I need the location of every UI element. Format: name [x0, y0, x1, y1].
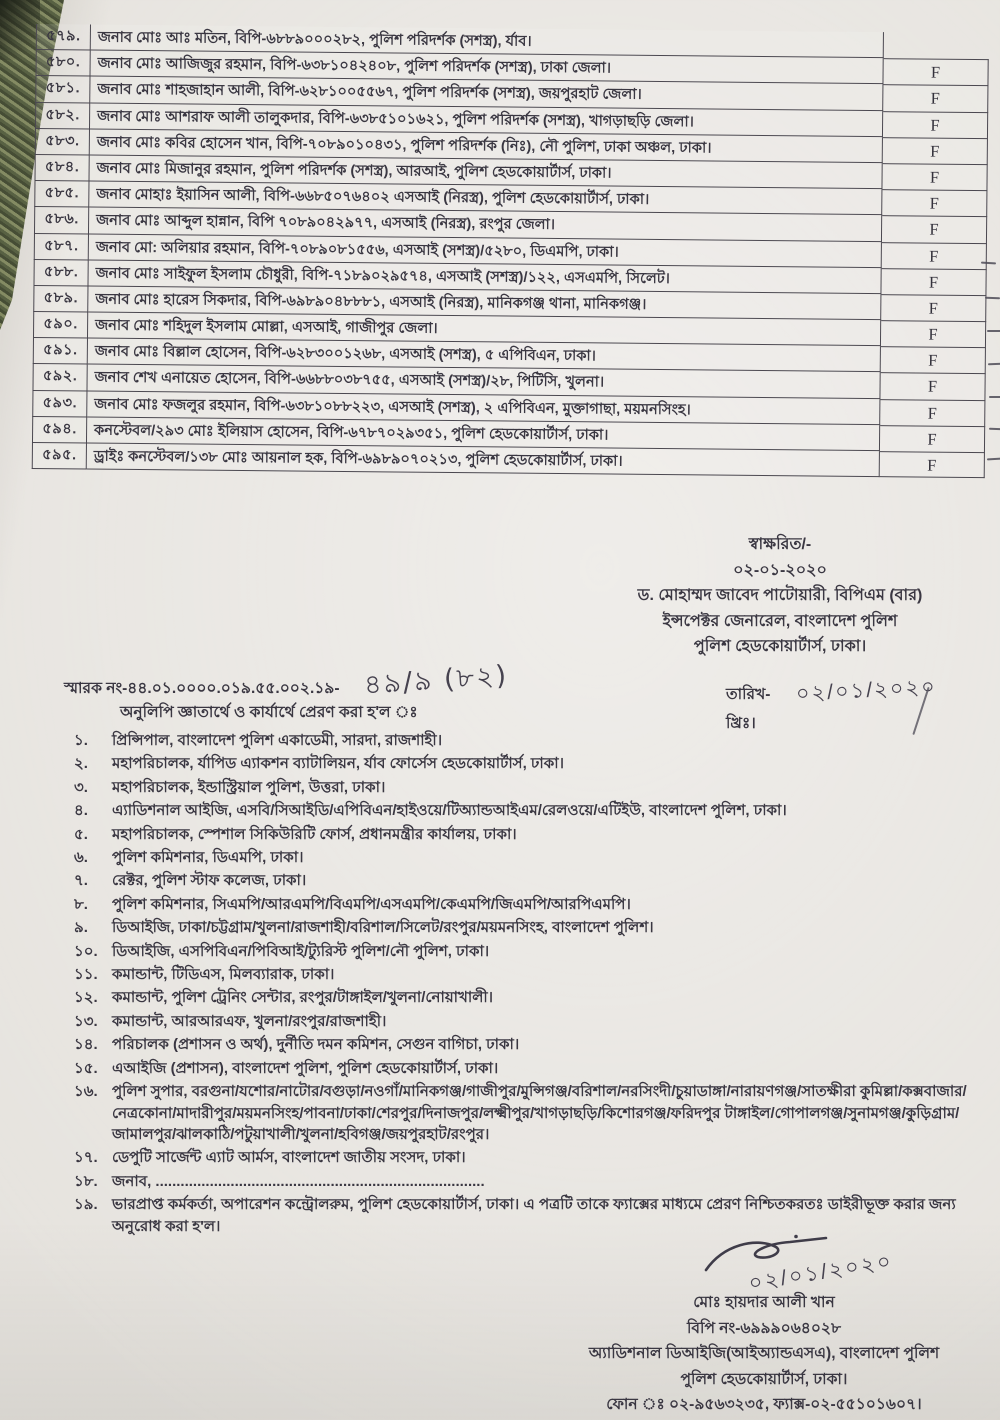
- list-item: [66, 800, 990, 821]
- list-item-number: ১৫.: [74, 1059, 98, 1077]
- list-item-number: ১৮.: [74, 1172, 98, 1190]
- signature-block: [548, 1236, 980, 1418]
- list-item: [66, 1081, 990, 1145]
- ig-office: পুলিশ হেডকোয়ার্টার্স, ঢাকা।: [693, 638, 867, 655]
- fax-mark-cell: F: [881, 268, 986, 295]
- memo-date-suffix: খ্রিঃ।: [726, 715, 756, 732]
- officer-description-cell: জনাব মোহাঃ ইয়াসিন আলী, বিপি-৬৬৮৫০৭৬৪০২ এসআই (নিরস্ত্র), পুলিশ হেডকোয়ার্টার্স, ঢাকা।: [89, 182, 882, 216]
- list-item-text: এআইজি (প্রশাসন), বাংলাদেশ পুলিশ, পুলিশ হেডকোয়ার্টার্স, ঢাকা।: [112, 1059, 499, 1077]
- list-item: [66, 824, 990, 845]
- serial-number-cell: ৫৮৭.: [34, 233, 89, 260]
- list-item-number: ১০.: [74, 942, 98, 960]
- list-item-text: পরিচালক (প্রশাসন ও অর্থ), দুর্নীতি দমন কমিশন, সেগুন বাগিচা, ঢাকা।: [112, 1036, 520, 1054]
- memo-number-label: স্মারক নং-৪৪.০১.০০০০.০১৯.৫৫.০০২.১৯-: [64, 680, 340, 697]
- list-item: [66, 777, 990, 798]
- signatory-office: পুলিশ হেডকোয়ার্টার্স, ঢাকা।: [680, 1370, 848, 1388]
- officer-description-cell: জনাব শেখ এনায়েত হোসেন, বিপি-৬৬৮৮০৩৮৭৫৫, এসআই (সশস্ত্র)/২৮, পিটিসি, খুলনা।: [87, 365, 880, 399]
- list-item-number: ৮.: [74, 895, 88, 913]
- officer-description-cell: জনাব মোঃ ফজলুর রহমান, বিপি-৬৩৮১০৮৮২২৩, এসআই (সশস্ত্র), ২ এপিবিএন, মুক্তাগাছা, ময়মনসিংহ।: [87, 391, 880, 425]
- serial-number-cell: ৫৯৫.: [32, 443, 87, 470]
- list-item: [66, 847, 990, 868]
- signatory-designation: অ্যাডিশনাল ডিআইজি(আইঅ্যান্ডএসএ), বাংলাদেশ পুলিশ: [588, 1345, 940, 1362]
- list-item: [66, 941, 990, 962]
- list-item-text: কমান্ডান্ট, আরআরএফ, খুলনা/রংপুর/রাজশাহী।: [112, 1012, 387, 1030]
- signed-date: ০২-০১-২০২০: [733, 561, 827, 579]
- fax-mark-cell: F: [883, 111, 988, 138]
- fax-mark-cell: F: [882, 163, 987, 190]
- list-item: [66, 730, 990, 751]
- distribution-list: [66, 730, 990, 1239]
- signed-label: স্বাক্ষরিত/-: [748, 536, 812, 553]
- pen-tick-mark: [987, 330, 1000, 332]
- serial-number-cell: ৫৯২.: [32, 364, 87, 391]
- list-item-text: ডিআইজি, এসপিবিএন/পিবিআই/ট্যুরিস্ট পুলিশ/নৌ পুলিশ, ঢাকা।: [112, 942, 490, 960]
- list-item: [66, 1058, 990, 1079]
- serial-number-cell: ৫৯৪.: [32, 417, 87, 444]
- ig-title: ইন্সপেক্টর জেনারেল, বাংলাদেশ পুলিশ: [662, 612, 898, 630]
- memo-number-handwritten: ৪৯/৯ (৮২): [362, 660, 510, 702]
- officer-description-cell: কনস্টেবল/২৯৩ মোঃ ইলিয়াস হোসেন, বিপি-৬৭৮৭০২৯৩৫১, পুলিশ হেডকোয়ার্টার্স, ঢাকা।: [87, 417, 880, 451]
- pen-tick-mark: [985, 297, 1000, 300]
- fax-mark-cell: F: [880, 451, 985, 478]
- pen-tick-mark: [988, 363, 1000, 366]
- officer-description-cell: জনাব মোঃ আব্দুল হান্নান, বিপি ৭০৮৯০৪২৯৭৭, এসআই (নিরস্ত্র), রংপুর জেলা।: [89, 208, 882, 242]
- signatory-bp-number: বিপি নং-৬৯৯৯০৬৪০২৮: [686, 1319, 842, 1337]
- fax-mark-cell: F: [881, 320, 986, 347]
- roster-table: [32, 24, 989, 478]
- serial-number-cell: ৫৮৩.: [35, 129, 90, 156]
- list-item-text: এ্যাডিশনাল আইজি, এসবি/সিআইডি/এপিবিএন/হাইওয়ে/টিঅ্যান্ডআইএম/রেলওয়ে/এটিইউ, বাংলাদেশ পুলিশ, ঢাকা।: [112, 802, 787, 820]
- list-item-number: ৪.: [74, 802, 88, 820]
- serial-number-cell: ৫৯৩.: [32, 391, 87, 418]
- list-item-text: জনাব, ...............................................................................: [112, 1172, 485, 1190]
- list-item-text: পুলিশ সুপার, বরগুনা/যশোর/নাটোর/বগুড়া/নওগাঁ/মানিকগঞ্জ/গাজীপুর/মুন্সিগঞ্জ/বরিশাল/নরসিংদী/চুয়াডাঙ্গা/নারায়ণগঞ্জ/সাতক্ষীরা কুমিল্লা/কক্সবাজার/নেত্রকোনা/মাদারীপুর/ময়মনসিংহ/পাবনা/ঢাকা/শেরপুর/দিনাজপুর/লক্ষ্মীপুর/খাগড়াছড়ি/কিশোরগঞ্জ/ফরিদপুর টাঙ্গাইল/গোপালগঞ্জ/সুনামগঞ্জ/কুড়িগ্রাম/জামালপুর/ঝালকাঠি/পটুয়াখালী/খুলনা/হবিগঞ্জ/জয়পুরহাট/রংপুর।: [112, 1083, 967, 1143]
- list-item: [66, 1147, 990, 1168]
- list-item-number: ১৩.: [74, 1012, 98, 1030]
- list-item-number: ১১.: [74, 966, 98, 984]
- fax-mark-cell: F: [883, 85, 988, 112]
- list-item-text: মহাপরিচালক, ইন্ডাস্ট্রিয়াল পুলিশ, উত্তরা, ঢাকা।: [112, 778, 386, 796]
- list-item: [66, 1011, 990, 1032]
- signed-block: [590, 532, 970, 660]
- list-item: [66, 753, 990, 774]
- officer-description-cell: জনাব মো: অলিয়ার রহমান, বিপি-৭০৮৯০৮১৫৫৬, এসআই (সশস্ত্র)/৫২৮০, ডিএমপি, ঢাকা।: [89, 234, 882, 268]
- pen-tick-mark: [989, 428, 1000, 431]
- fax-mark-cell: F: [880, 425, 985, 452]
- list-item-text: রেক্টর, পুলিশ স্টাফ কলেজ, ঢাকা।: [112, 872, 307, 890]
- officer-description-cell: ড্রাইঃ কনস্টেবল/১৩৮ মোঃ আয়নাল হক, বিপি-৬৯৮৯০৭০২১৩, পুলিশ হেডকোয়ার্টার্স, ঢাকা।: [87, 444, 880, 478]
- list-item: [66, 1194, 990, 1237]
- ig-name: ড. মোহাম্মদ জাবেদ পাটোয়ারী, বিপিএম (বার): [637, 587, 923, 604]
- pen-tick-mark: [989, 396, 1000, 398]
- serial-number-cell: ৫৮৫.: [34, 181, 89, 208]
- list-item-number: ৫.: [74, 825, 88, 843]
- list-item-number: ২.: [74, 755, 88, 773]
- memo-date-handwritten: ০২/০১/২০২০: [795, 675, 938, 706]
- list-item-number: ৯.: [74, 919, 88, 937]
- list-item-text: কমান্ডান্ট, টিডিএস, মিলব্যারাক, ঢাকা।: [112, 966, 335, 984]
- list-item: [66, 987, 990, 1008]
- serial-number-cell: ৫৯১.: [33, 338, 88, 365]
- pen-tick-mark: [987, 458, 1000, 461]
- officer-description-cell: জনাব মোঃ আশরাফ আলী তালুকদার, বিপি-৬৩৮৫১০১৬২১, পুলিশ পরিদর্শক (সশস্ত্র), খাগড়াছড়ি জেলা।: [90, 103, 883, 137]
- fax-mark-cell: F: [880, 373, 985, 400]
- copy-heading: অনুলিপি জ্ঞাতার্থে ও কার্যার্থে প্রেরণ করা হ'ল ঃ: [120, 704, 418, 721]
- serial-number-cell: ৫৮১.: [35, 76, 90, 103]
- serial-number-cell: ৫৮৯.: [33, 286, 88, 313]
- serial-number-cell: ৫৮৪.: [34, 155, 89, 182]
- list-item-number: ১৭.: [74, 1149, 98, 1167]
- list-item-text: ডেপুটি সার্জেন্ট এ্যাট আর্মস, বাংলাদেশ জাতীয় সংসদ, ঢাকা।: [112, 1149, 466, 1167]
- officer-description-cell: জনাব মোঃ আঃ মতিন, বিপি-৬৮৮৯০০০২৮২, পুলিশ পরিদর্শক (সশস্ত্র), র্যাব।: [91, 25, 884, 59]
- list-item-text: পুলিশ কমিশনার, ডিএমপি, ঢাকা।: [112, 849, 304, 867]
- fax-mark-cell: F: [883, 58, 988, 85]
- list-item-text: ভারপ্রাপ্ত কর্মকর্তা, অপারেশন কন্ট্রোলরুম, পুলিশ হেডকোয়ার্টার্স, ঢাকা। এ পত্রটি তাকে ফ্যাক্সের মাধ্যমে প্রেরণ নিশ্চিতকরতঃ ডাইরীভূক্ত করার জন্য অনুরোধ করা হ'ল।: [112, 1196, 956, 1235]
- serial-number-cell: ৫৮২.: [35, 103, 90, 130]
- list-item-text: পুলিশ কমিশনার, সিএমপি/আরএমপি/বিএমপি/এসএমপি/কেএমপি/জিএমপি/আরপিএমপি।: [112, 895, 631, 913]
- list-item-text: ডিআইজি, ঢাকা/চট্টগ্রাম/খুলনা/রাজশাহী/বরিশাল/সিলেট/রংপুর/ময়মনসিংহ, বাংলাদেশ পুলিশ।: [112, 919, 654, 937]
- list-item-number: ৬.: [74, 849, 88, 867]
- serial-number-cell: ৫৮৬.: [34, 207, 89, 234]
- fax-mark-cell: F: [882, 242, 987, 269]
- officer-description-cell: জনাব মোঃ সাইফুল ইসলাম চৌধুরী, বিপি-৭১৮৯০২৯৫৭৪, এসআই (সশস্ত্র)/১২২, এসএমপি, সিলেট।: [88, 260, 881, 294]
- list-item: [66, 1034, 990, 1055]
- fax-mark-cell: F: [882, 189, 987, 216]
- list-item-text: মহাপরিচালক, র্যাপিড এ্যাকশন ব্যাটালিয়ন, র্যাব ফোর্সেস হেডকোয়ার্টার্স, ঢাকা।: [112, 755, 564, 773]
- fax-mark-cell: F: [880, 399, 985, 426]
- signatory-phone: ফোন ঃ ০২-৯৫৬৩২৩৫, ফ্যাক্স-০২-৫৫১০১৬০৭।: [606, 1396, 922, 1413]
- list-item: [66, 964, 990, 985]
- fax-mark-cell: F: [881, 346, 986, 373]
- memo-date-label: তারিখ-: [726, 686, 771, 703]
- fax-mark-cell: F: [881, 294, 986, 321]
- officer-description-cell: জনাব মোঃ বিল্লাল হোসেন, বিপি-৬২৮৩০০১২৬৮, এসআই (সশস্ত্র), ৫ এপিবিএন, ঢাকা।: [88, 339, 881, 373]
- list-item-number: ৩.: [74, 778, 88, 796]
- list-item-text: মহাপরিচালক, স্পেশাল সিকিউরিটি ফোর্স, প্রধানমন্ত্রীর কার্যালয়, ঢাকা।: [112, 825, 517, 843]
- list-item: [66, 917, 990, 938]
- list-item-text: প্রিন্সিপাল, বাংলাদেশ পুলিশ একাডেমী, সারদা, রাজশাহী।: [112, 732, 443, 749]
- list-item-number: ১৪.: [74, 1036, 98, 1054]
- list-item-number: ৭.: [74, 872, 88, 890]
- officer-description-cell: জনাব মোঃ মিজানুর রহমান, পুলিশ পরিদর্শক (সশস্ত্র), আরআই, পুলিশ হেডকোয়ার্টার্স, ঢাকা।: [89, 155, 882, 189]
- list-item-number: ১.: [74, 732, 88, 749]
- list-item-number: ১৯.: [74, 1196, 98, 1214]
- list-item-text: কমান্ডান্ট, পুলিশ ট্রেনিং সেন্টার, রংপুর/টাঙ্গাইল/খুলনা/নোয়াখালী।: [112, 989, 494, 1007]
- serial-number-cell: ৫৮৮.: [33, 260, 88, 287]
- list-item-number: ১২.: [74, 989, 98, 1007]
- serial-number-cell: ৫৯০.: [33, 312, 88, 339]
- list-item-number: ১৬.: [74, 1083, 98, 1101]
- signature-handwritten-date: ০২/০১/২০২০: [747, 1249, 895, 1296]
- list-item: [66, 870, 990, 891]
- officer-description-cell: জনাব মোঃ শাহজাহান আলী, বিপি-৬২৮১০০৫৫৬৭, পুলিশ পরিদর্শক (সশস্ত্র), জয়পুরহাট জেলা।: [90, 77, 883, 111]
- fax-mark-cell: [884, 32, 989, 59]
- list-item: [66, 1171, 990, 1192]
- officer-description-cell: জনাব মোঃ কবির হোসেন খান, বিপি-৭০৮৯০১০৪৩১, পুলিশ পরিদর্শক (নিঃ), নৌ পুলিশ, ঢাকা অঞ্চল, ঢাকা।: [90, 129, 883, 163]
- serial-number-cell: ৫৭৯.: [36, 24, 91, 51]
- officer-description-cell: জনাব মোঃ আজিজুর রহমান, বিপি-৬৩৮১০৪২৪০৮, পুলিশ পরিদর্শক (সশস্ত্র), ঢাকা জেলা।: [90, 51, 883, 85]
- officer-description-cell: জনাব মোঃ শহিদুল ইসলাম মোল্লা, এসআই, গাজীপুর জেলা।: [88, 313, 881, 347]
- fax-mark-cell: F: [883, 137, 988, 164]
- serial-number-cell: ৫৮০.: [35, 50, 90, 77]
- memo-date: [726, 676, 964, 737]
- signatory-name: মোঃ হায়দার আলী খান: [693, 1294, 835, 1311]
- officer-description-cell: জনাব মোঃ হারেস সিকদার, বিপি-৬৯৮৯০৪৮৮৮১, এসআই (নিরস্ত্র), মানিকগঞ্জ থানা, মানিকগঞ্জ।: [88, 286, 881, 320]
- list-item: [66, 894, 990, 915]
- fax-mark-cell: F: [882, 215, 987, 242]
